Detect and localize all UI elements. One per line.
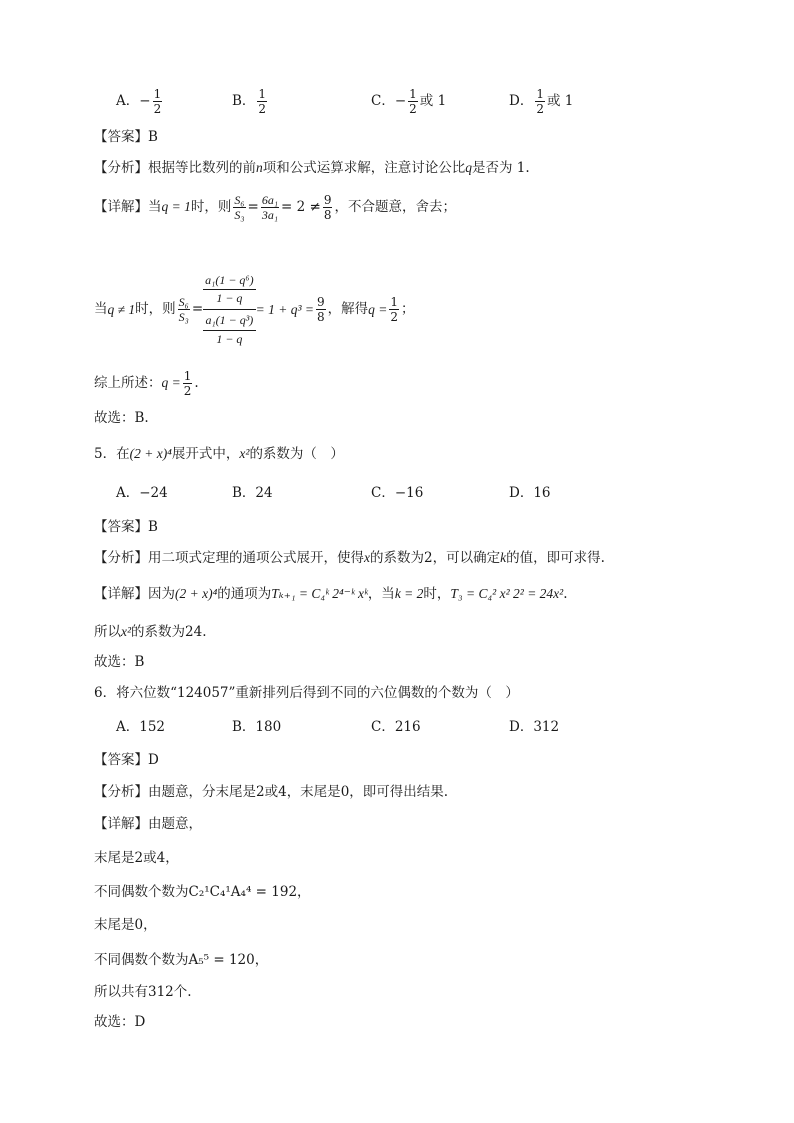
- text: 6．将六位数“124057”重新排列后得到不同的六位偶数的个数为（ ）: [94, 685, 519, 701]
- numerator: S₆: [178, 295, 189, 310]
- math-expr: q ≠ 1: [107, 302, 136, 318]
- q4-detail-line1: [94, 194, 456, 221]
- text: .: [202, 624, 207, 640]
- numerator: 1: [258, 87, 267, 101]
- text: 末尾是: [94, 917, 135, 933]
- text: ，: [143, 917, 157, 933]
- math-op: =: [247, 199, 259, 215]
- text: .: [563, 586, 568, 602]
- text: ，解得: [327, 301, 369, 318]
- fraction: [178, 296, 190, 323]
- denominator: S₃: [178, 310, 189, 325]
- math-expr: q =: [368, 302, 388, 318]
- math-expr: q = 1: [161, 199, 191, 214]
- text: 时，则: [135, 301, 176, 318]
- option-tail: 或 1: [419, 93, 447, 109]
- math-expr: A₅⁵ = 120: [188, 952, 255, 968]
- math-expr: 2或4: [134, 850, 166, 866]
- q5-option-b: B．24: [232, 485, 273, 501]
- text: 故选：B.: [94, 410, 149, 426]
- minus-sign: −: [139, 93, 151, 109]
- detail-tag: 【详解】: [94, 199, 148, 215]
- text: 的系数为（ ）: [249, 446, 344, 462]
- fraction: [183, 370, 193, 397]
- text: 时，: [423, 586, 451, 602]
- text: 的值，即可求得.: [506, 550, 605, 566]
- denominator: 1 − q: [216, 331, 243, 346]
- denominator: 2: [409, 102, 417, 116]
- analysis-tag: 【分析】: [94, 784, 148, 800]
- q4-detail-line2: [94, 272, 415, 348]
- q5-detail-line1: [94, 584, 568, 604]
- math-expr: (2 + x)⁴: [129, 446, 172, 461]
- math-expr: Tₖ₊₁ = C₄ᵏ 2⁴⁻ᵏ xᵏ: [271, 586, 368, 601]
- analysis-tag: 【分析】: [94, 550, 148, 566]
- math-expr: = 1 + q³ =: [255, 302, 314, 318]
- math-var: x: [364, 550, 370, 565]
- q6-analysis: [94, 782, 448, 802]
- text: 所以共有: [94, 984, 148, 1000]
- text: ，即可得出结果.: [349, 784, 449, 800]
- q4-option-b: [232, 88, 269, 115]
- math-num: 2: [424, 550, 433, 566]
- text: ，: [254, 952, 269, 968]
- text: 故选：D: [94, 1014, 146, 1030]
- fraction: [535, 88, 545, 115]
- q5-stem: [94, 444, 344, 464]
- q4-option-c: [371, 88, 446, 115]
- text: 个.: [173, 984, 192, 1000]
- option-tail: 或 1: [546, 93, 574, 109]
- text: ，可以确定: [432, 550, 501, 566]
- text: 故选：B: [94, 654, 145, 670]
- math-expr: x²: [239, 446, 250, 461]
- text: 5．在: [94, 446, 130, 462]
- text: 的通项为: [217, 586, 272, 602]
- answer-tag: 【答案】: [94, 752, 148, 768]
- numerator: a₁(1 − q³): [205, 313, 254, 328]
- denominator: 2: [183, 384, 192, 398]
- option-label: C．: [371, 93, 395, 109]
- answer-tag: 【答案】: [94, 519, 148, 535]
- q5-analysis: [94, 548, 605, 568]
- q4-option-d: [509, 88, 573, 115]
- numerator: 1: [536, 87, 544, 101]
- text: 时，则: [190, 199, 232, 215]
- math-expr: k = 2: [394, 586, 424, 601]
- text: 末尾是: [94, 850, 135, 866]
- text: 展开式中，: [171, 446, 240, 462]
- answer-value: B: [148, 129, 158, 145]
- fraction: [153, 88, 163, 115]
- numerator: 1: [390, 295, 399, 310]
- denominator: S₃: [234, 208, 245, 222]
- main-fraction-bar: [203, 309, 255, 310]
- text: 由题意，分末尾是: [148, 784, 256, 800]
- math-var: n: [256, 160, 263, 175]
- detail-tag: 【详解】: [94, 816, 148, 832]
- math-expr: 2或4: [256, 784, 287, 800]
- text: ，不合题意，舍去；: [334, 199, 456, 215]
- compound-fraction: [203, 272, 255, 348]
- denominator: 3a₁: [261, 208, 279, 222]
- text: 根据等比数列的前: [148, 160, 256, 176]
- fraction: [408, 88, 418, 115]
- text: 由题意，: [148, 816, 202, 832]
- q6-choose: [94, 1012, 145, 1032]
- text: ，: [165, 850, 179, 866]
- denominator: 2: [258, 102, 267, 116]
- math-var: q: [465, 160, 472, 175]
- math-expr: T₃ = C₄² x² 2² = 24x²: [450, 586, 564, 601]
- text: ，当: [367, 586, 395, 602]
- numerator: 6a₁: [261, 193, 279, 207]
- q5-choose: [94, 652, 144, 672]
- numerator: 9: [316, 295, 325, 310]
- denominator: 8: [323, 208, 332, 222]
- denominator: 1 − q: [216, 291, 243, 306]
- answer-tag: 【答案】: [94, 129, 148, 145]
- q5-option-a: A．−24: [116, 485, 168, 501]
- text: ，末尾是: [286, 784, 341, 800]
- math-op: = 2 ≠: [281, 199, 321, 215]
- text: 是否为 1.: [472, 160, 530, 176]
- q4-summary: [94, 370, 199, 397]
- math-expr: x²: [121, 624, 132, 639]
- math-expr: (2 + x)⁴: [175, 586, 218, 601]
- option-label: D．: [509, 93, 534, 109]
- answer-value: B: [148, 519, 158, 535]
- text: 的系数为: [370, 550, 424, 566]
- detail-tag: 【详解】: [94, 586, 148, 602]
- math-var: k: [500, 550, 507, 565]
- q6-answer: [94, 750, 159, 770]
- text: ；: [401, 301, 415, 318]
- option-label: B．: [232, 93, 256, 109]
- analysis-tag: 【分析】: [94, 160, 148, 176]
- numerator: 1: [183, 369, 192, 383]
- text: 不同偶数个数为: [94, 884, 189, 900]
- numerator: a₁(1 − q⁶): [205, 273, 254, 287]
- q6-option-a: A．152: [116, 719, 166, 735]
- math-num: 0: [340, 784, 350, 800]
- q6-option-c: C．216: [371, 719, 421, 735]
- q6-detail-line2: [94, 848, 179, 868]
- text: 的系数为: [131, 624, 186, 640]
- minus-sign: −: [394, 93, 407, 109]
- q5-detail-line2: [94, 622, 207, 642]
- text: 不同偶数个数为: [94, 952, 189, 968]
- fraction: [233, 194, 245, 221]
- q5-option-c: C．−16: [371, 485, 424, 501]
- q4-option-a: [116, 88, 164, 115]
- denominator: 2: [390, 310, 399, 325]
- numerator: 9: [323, 193, 332, 207]
- math-num: 0: [134, 917, 144, 933]
- text: 综上所述：: [94, 375, 162, 391]
- text: 当: [94, 301, 108, 318]
- text: 项和公式运算求解，注意讨论公比: [262, 160, 466, 176]
- q6-option-d: D．312: [509, 719, 560, 735]
- q5-option-d: D．16: [509, 485, 551, 501]
- q6-stem: [94, 683, 519, 703]
- math-op: =: [191, 301, 204, 318]
- q4-analysis: [94, 158, 530, 178]
- option-label: A．: [116, 93, 140, 109]
- text: 用二项式定理的通项公式展开，使得: [148, 550, 364, 566]
- q6-detail-line1: [94, 814, 202, 834]
- q6-detail-line6: [94, 982, 192, 1002]
- q4-answer: [94, 127, 158, 147]
- text: ，: [297, 884, 311, 900]
- fraction: [316, 296, 326, 323]
- fraction: [257, 88, 267, 115]
- text: 所以: [94, 624, 121, 640]
- fraction: [261, 194, 279, 221]
- q6-detail-line4: [94, 915, 157, 935]
- math-expr: C₂¹C₄¹A₄⁴ = 192: [188, 884, 298, 900]
- q6-option-b: B．180: [232, 719, 282, 735]
- denominator: 2: [536, 102, 544, 116]
- denominator: 8: [316, 310, 325, 325]
- fraction: [323, 194, 333, 221]
- numerator: S₆: [234, 193, 245, 207]
- math-expr: q =: [161, 375, 181, 390]
- q6-detail-line5: [94, 950, 268, 970]
- answer-value: D: [148, 752, 159, 768]
- numerator: 1: [409, 87, 417, 101]
- fraction: [389, 296, 399, 323]
- q4-choose: [94, 408, 149, 428]
- math-num: 312: [148, 984, 174, 1000]
- denominator: 2: [153, 102, 162, 116]
- text: 当: [148, 199, 162, 215]
- math-num: 24: [185, 624, 203, 640]
- q6-detail-line3: [94, 882, 311, 902]
- text: 因为: [148, 586, 175, 602]
- text: .: [194, 375, 199, 391]
- q5-answer: [94, 517, 158, 537]
- numerator: 1: [153, 87, 162, 101]
